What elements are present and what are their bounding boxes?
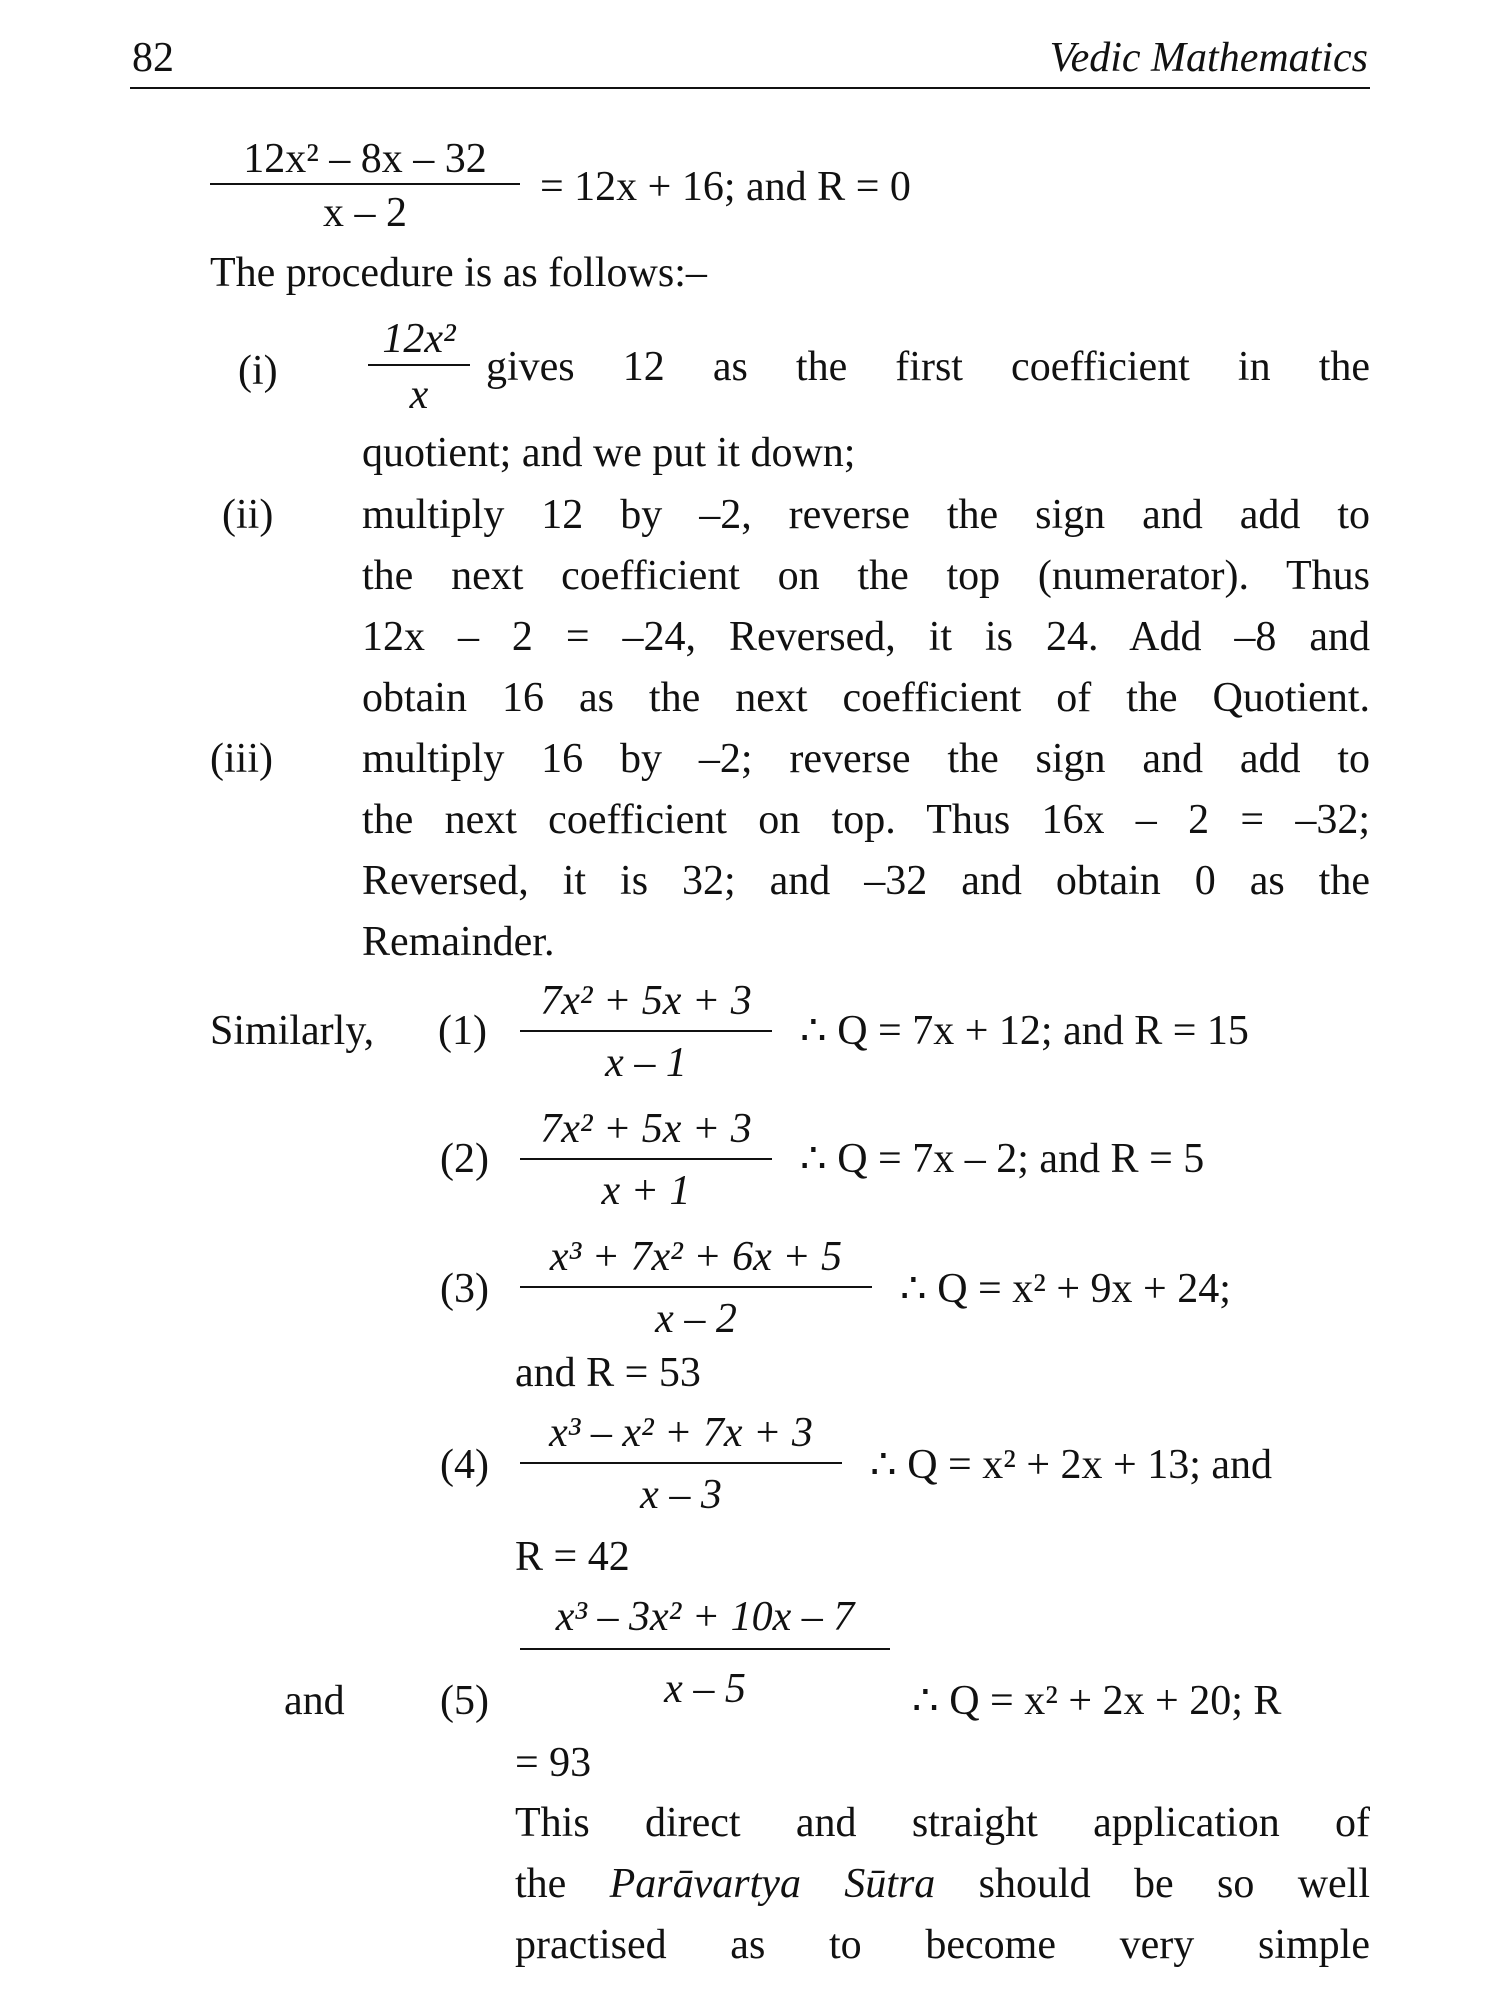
example-4-result: ∴ Q = x² + 2x + 13; and	[870, 1442, 1273, 1488]
and-label: and	[284, 1678, 345, 1724]
example-2-fraction	[520, 1108, 772, 1216]
example-label-1: (1)	[438, 1008, 487, 1054]
closing-line-1: This direct and straight application of	[515, 1800, 1370, 1846]
example-3-numerator: x³ + 7x² + 6x + 5	[549, 1234, 843, 1280]
step-iii-line-2: the next coefficient on top. Thus 16x – 2 = –32;	[362, 797, 1370, 843]
closing-line-2-post: should be so well	[978, 1861, 1370, 1907]
step-iii-line-1: multiply 16 by –2; reverse the sign and add to	[362, 736, 1370, 782]
example-1-fraction	[520, 980, 772, 1088]
example-3-result: ∴ Q = x² + 9x + 24;	[900, 1266, 1231, 1312]
step-iii-line-3: Reversed, it is 32; and –32 and obtain 0 as the	[362, 858, 1370, 904]
step-iii-line-4: Remainder.	[362, 919, 555, 965]
example-label-5: (5)	[440, 1678, 489, 1724]
example-label-3: (3)	[440, 1266, 489, 1312]
example-1-denominator: x – 1	[605, 1040, 687, 1086]
step-label-iii: (iii)	[210, 736, 273, 782]
step-label-i: (i)	[238, 348, 278, 394]
closing-line-3: practised as to become very simple	[515, 1922, 1370, 1968]
example-1-result: ∴ Q = 7x + 12; and R = 15	[800, 1008, 1249, 1054]
running-title: Vedic Mathematics	[1049, 35, 1368, 81]
example-5-result: ∴ Q = x² + 2x + 20; R	[912, 1678, 1282, 1724]
example-5-denominator: x – 5	[664, 1666, 746, 1712]
step-i-line-1: gives 12 as the first coefficient in the	[486, 344, 1370, 390]
example-2-result: ∴ Q = 7x – 2; and R = 5	[800, 1136, 1205, 1182]
example-2-numerator: 7x² + 5x + 3	[540, 1106, 752, 1152]
intro-numerator: 12x² – 8x – 32	[243, 136, 487, 182]
step-i-numerator: 12x²	[382, 316, 456, 362]
step-ii-line-1: multiply 12 by –2, reverse the sign and add to	[362, 492, 1370, 538]
example-5-continuation: = 93	[515, 1740, 592, 1786]
header-rule	[130, 87, 1370, 89]
example-1-numerator: 7x² + 5x + 3	[540, 978, 752, 1024]
fraction-bar	[368, 364, 470, 366]
example-5-fraction	[520, 1596, 890, 1712]
procedure-intro: The procedure is as follows:–	[210, 250, 707, 296]
example-5-numerator: x³ – 3x² + 10x – 7	[555, 1594, 855, 1640]
step-i-fraction	[368, 318, 470, 426]
example-3-continuation: and R = 53	[515, 1350, 701, 1396]
step-ii-line-4: obtain 16 as the next coefficient of the Quotient.	[362, 675, 1370, 721]
closing-line-2-pre: the	[515, 1861, 567, 1907]
fraction-bar	[520, 1648, 890, 1650]
closing-line-2	[515, 1863, 1370, 1905]
fraction-bar	[520, 1030, 772, 1032]
example-4-numerator: x³ – x² + 7x + 3	[549, 1410, 813, 1456]
step-ii-line-2: the next coefficient on the top (numerator). Thus	[362, 553, 1370, 599]
intro-result: = 12x + 16; and R = 0	[540, 164, 911, 210]
example-label-4: (4)	[440, 1442, 489, 1488]
similarly-label: Similarly,	[210, 1008, 375, 1054]
closing-line-2-italic: Parāvartya Sūtra	[609, 1861, 936, 1907]
fraction-bar	[520, 1462, 842, 1464]
example-4-denominator: x – 3	[640, 1472, 722, 1518]
fraction-bar	[210, 183, 520, 185]
step-i-denominator: x	[409, 372, 429, 418]
example-4-fraction	[520, 1412, 842, 1520]
example-label-2: (2)	[440, 1136, 489, 1182]
example-3-denominator: x – 2	[655, 1296, 737, 1342]
example-3-fraction	[520, 1236, 872, 1344]
step-label-ii: (ii)	[222, 492, 274, 538]
example-4-continuation: R = 42	[515, 1534, 630, 1580]
fraction-bar	[520, 1158, 772, 1160]
intro-denominator: x – 2	[323, 190, 407, 236]
fraction-bar	[520, 1286, 872, 1288]
example-2-denominator: x + 1	[601, 1168, 691, 1214]
step-ii-line-3: 12x – 2 = –24, Reversed, it is 24. Add –8 and	[362, 614, 1370, 660]
page-number: 82	[132, 35, 174, 81]
step-i-line-2: quotient; and we put it down;	[362, 430, 856, 476]
intro-fraction	[210, 138, 520, 238]
